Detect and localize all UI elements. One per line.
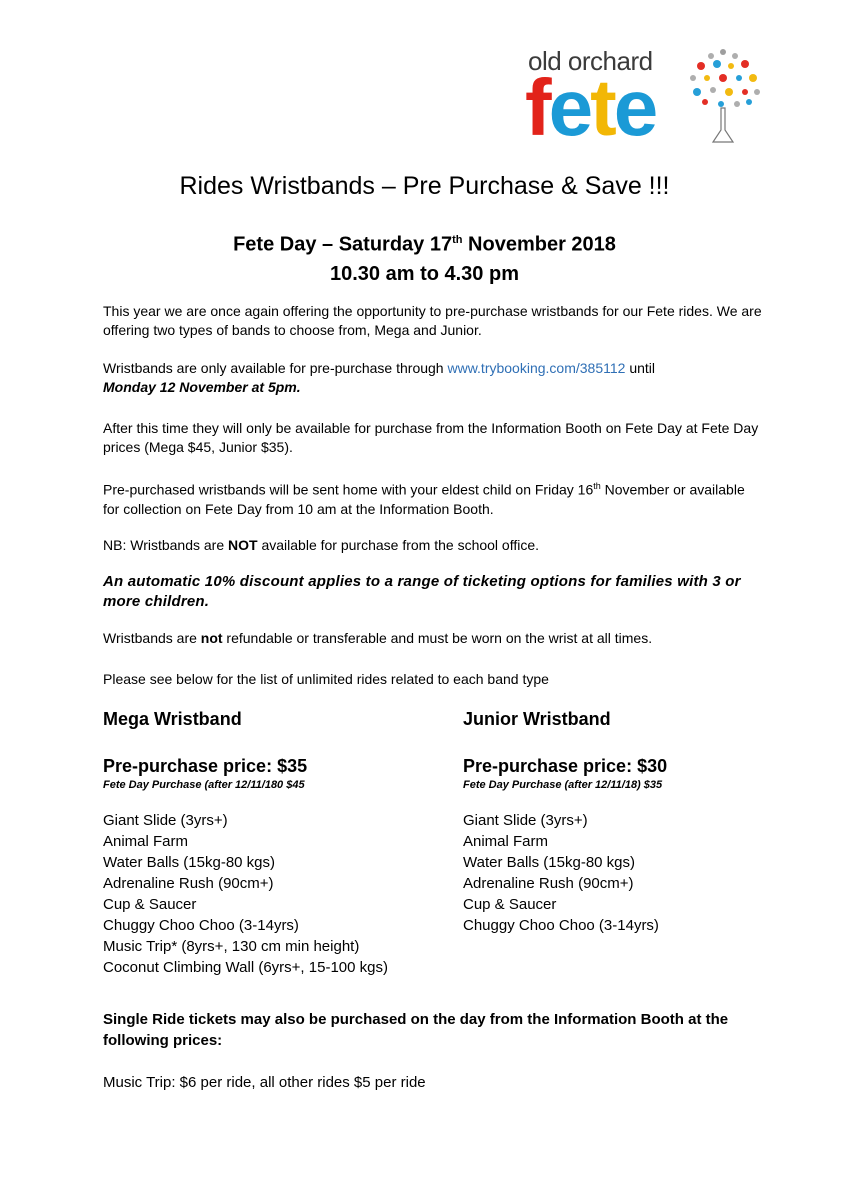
junior-wristband-section <box>463 706 793 936</box>
logo-letter-f: f <box>525 63 549 152</box>
junior-fete-day-price: Fete Day Purchase (after 12/11/18) $35 <box>463 779 663 791</box>
event-date-text-a: Fete Day – Saturday 17 <box>233 233 453 256</box>
rides-intro-paragraph: Please see below for the list of unlimited rides related to each band type <box>103 671 549 687</box>
logo-letter-t: t <box>590 63 614 152</box>
delivery-paragraph <box>103 477 763 519</box>
after-deadline-paragraph: After this time they will only be available for purchase from the Information Booth on Fete Day at Fete Day prices (Mega $45, Junior $35). <box>103 420 759 455</box>
discount-paragraph: An automatic 10% discount applies to a range of ticketing options for families with 3 or more children. <box>103 573 741 610</box>
deadline-text: Monday 12 November at 5pm. <box>103 379 301 395</box>
list-item: Adrenaline Rush (90cm+) <box>463 875 634 892</box>
refund-text-b: refundable or transferable and must be worn on the wrist at all times. <box>222 630 653 646</box>
delivery-text-a: Pre-purchased wristbands will be sent home with your eldest child on Friday 16 <box>103 481 594 498</box>
single-ride-heading: Single Ride tickets may also be purchased on the day from the Information Booth at the following prices: <box>103 1011 729 1049</box>
event-date-heading <box>0 226 849 289</box>
nb-bold: NOT <box>228 537 258 553</box>
event-date-text-b: November 2018 <box>462 233 616 256</box>
delivery-ordinal: th <box>593 481 601 491</box>
logo-small-text: old orchard <box>528 46 653 76</box>
mega-prepurchase-price: Pre-purchase price: $35 <box>103 756 308 776</box>
list-item: Coconut Climbing Wall (6yrs+, 15-100 kgs) <box>103 959 388 976</box>
availability-paragraph <box>103 359 763 397</box>
page-title: Rides Wristbands – Pre Purchase & Save !!! <box>179 172 670 200</box>
list-item: Water Balls (15kg-80 kgs) <box>463 854 636 871</box>
list-item: Chuggy Choo Choo (3-14yrs) <box>463 917 659 934</box>
mega-fete-day-price: Fete Day Purchase (after 12/11/180 $45 <box>103 779 305 791</box>
logo-letter-e2: e <box>613 63 656 152</box>
list-item: Water Balls (15kg-80 kgs) <box>103 854 276 871</box>
availability-text-a: Wristbands are only available for pre-purchase through <box>103 360 448 376</box>
junior-rides-list <box>463 810 793 936</box>
mega-rides-list <box>103 810 433 978</box>
list-item: Giant Slide (3yrs+) <box>463 812 588 829</box>
junior-heading: Junior Wristband <box>463 709 611 729</box>
mega-wristband-section <box>103 706 433 978</box>
intro-paragraph: This year we are once again offering the opportunity to pre-purchase wristbands for our Fete rides. We are offering two types of bands to choose from, Mega and Junior. <box>103 303 762 338</box>
availability-text-b: until <box>625 360 656 376</box>
list-item: Animal Farm <box>103 833 189 850</box>
logo-letter-e1: e <box>548 63 591 152</box>
refund-bold: not <box>200 630 223 646</box>
list-item: Animal Farm <box>463 833 549 850</box>
list-item: Music Trip* (8yrs+, 130 cm min height) <box>103 938 360 955</box>
event-date-ordinal: th <box>452 234 463 246</box>
refund-text-a: Wristbands are <box>103 630 201 646</box>
refund-paragraph <box>103 629 763 648</box>
nb-text-a: NB: Wristbands are <box>103 537 229 553</box>
delivery-text-b: November or available for collection on Fete Day from 10 am at the Information Booth. <box>103 481 745 517</box>
list-item: Cup & Saucer <box>103 896 197 913</box>
event-time-line: 10.30 am to 4.30 pm <box>330 262 519 285</box>
tree-lightbulb-icon <box>683 42 763 147</box>
junior-prepurchase-price: Pre-purchase price: $30 <box>463 756 668 776</box>
logo-big-text <box>525 63 656 152</box>
list-item: Giant Slide (3yrs+) <box>103 812 228 829</box>
nb-text-b: available for purchase from the school office. <box>257 537 540 553</box>
trybooking-link[interactable]: www.trybooking.com/385112 <box>447 360 626 376</box>
nb-paragraph <box>103 536 763 555</box>
list-item: Adrenaline Rush (90cm+) <box>103 875 274 892</box>
single-ride-prices: Music Trip: $6 per ride, all other rides $5 per ride <box>103 1074 426 1091</box>
event-date-line <box>0 226 849 260</box>
list-item: Chuggy Choo Choo (3-14yrs) <box>103 917 299 934</box>
fete-logo <box>525 42 765 152</box>
mega-heading: Mega Wristband <box>103 709 242 729</box>
list-item: Cup & Saucer <box>463 896 557 913</box>
